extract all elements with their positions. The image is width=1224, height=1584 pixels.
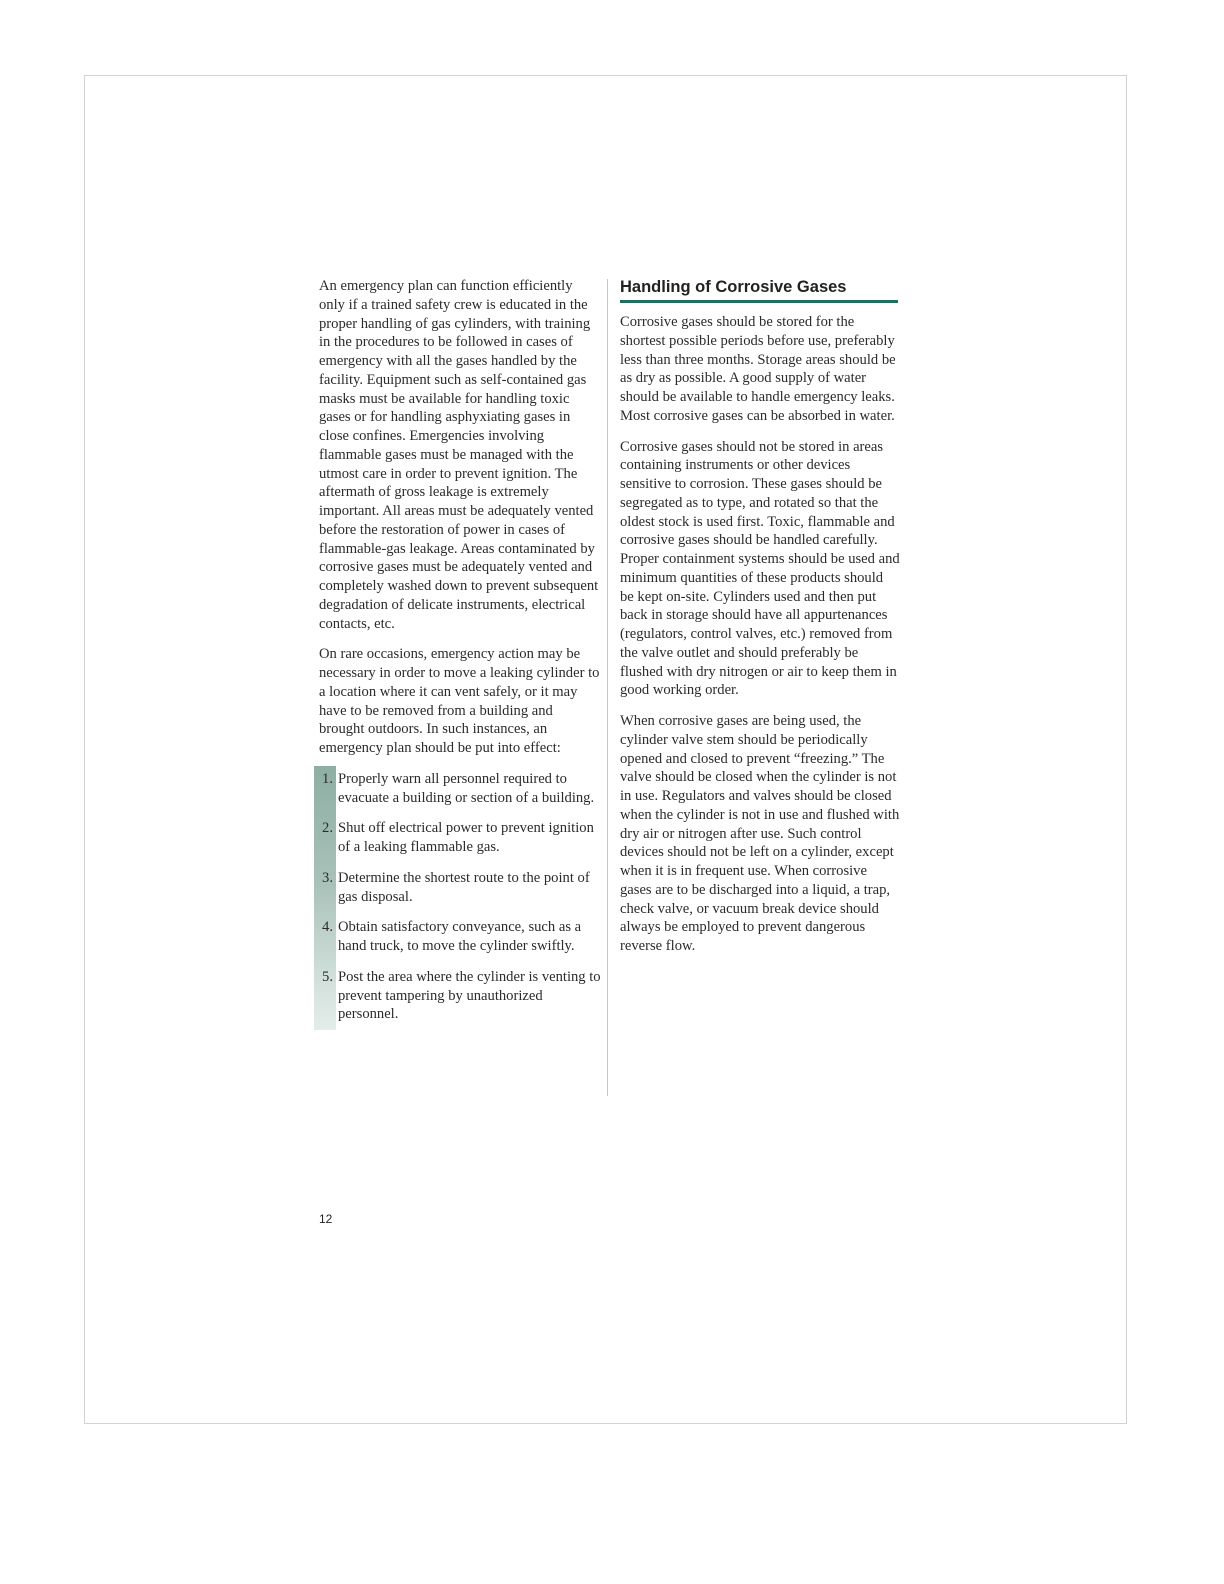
section-heading: Handling of Corrosive Gases [620,277,898,303]
step-text: Properly warn all personnel required to evacuate a building or section of a building. [338,770,595,806]
paragraph-emergency-plan: An emergency plan can function efficiently only if a trained safety crew is educated in the proper handling of gas cylinders, with training in the procedures to be followed in cases of emergency with all the gases handled by the facility. Equipment such as self-contained gas masks must be available for handling toxic gases or for handling asphyxiating gases in close confines. Emergencies involving flammable gases must be managed with the utmost care in order to prevent ignition. The aftermath of gross leakage is extremely important. All areas must be adequately vented before the restoration of power in cases of flammable-gas leakage. Areas contaminated by corrosive gases must be adequately vented and completely washed down to prevent subsequent degradation of delicate instruments, electrical contacts, etc. [319,278,599,632]
list-item [314,869,601,907]
list-item [314,968,601,1024]
right-column [620,277,900,968]
step-text: Shut off electrical power to prevent ignition of a leaking flammable gas. [338,820,594,855]
step-text: Determine the shortest route to the point of gas disposal. [338,869,590,905]
step-text: Obtain satisfactory conveyance, such as a hand truck, to move the cylinder swiftly. [338,919,582,954]
page-number: 12 [319,1212,333,1226]
left-column [319,277,601,1024]
page-frame [84,75,1127,1424]
step-number: 1. [322,770,333,787]
paragraph-usage: When corrosive gases are being used, the cylinder valve stem should be periodically opened and closed to prevent “freezing.” The valve should be closed when the cylinder is not in use. Regulators and valves should be closed when the cylinder is not in use and flushed with dry air or nitrogen after use. Such control devices should not be left on a cylinder, except when it is in frequent use. When corrosive gases are to be discharged into a liquid, a trap, check valve, or vacuum break device should always be employed to prevent dangerous reverse flow. [620,713,900,954]
list-item [314,819,601,857]
emergency-steps-list [314,770,601,1024]
step-number: 2. [322,820,333,837]
paragraph-segregation: Corrosive gases should not be stored in areas containing instruments or other devices sensitive to corrosion. These gases should be segregated as to type, and rotated so that the oldest stock is used first. Toxic, flammable and corrosive gases should be handled carefully. Proper containment systems should be used and minimum quantities of these products should be kept on-site. Cylinders used and then put back in storage should have all appurtenances (regulators, control valves, etc.) removed from the valve outlet and should preferably be flushed with dry nitrogen or air to keep them in good working order. [620,438,900,699]
list-item [314,918,601,956]
step-number: 4. [322,919,333,936]
paragraph-storage: Corrosive gases should be stored for the shortest possible periods before use, preferably less than three months. Storage areas should be as dry as possible. A good supply of water should be available to handle emergency leaks. Most corrosive gases can be absorbed in water. [620,314,896,424]
list-item [314,770,601,808]
step-text: Post the area where the cylinder is venting to prevent tampering by unauthorized personnel. [338,968,601,1023]
step-number: 3. [322,869,333,886]
paragraph-rare-occasions: On rare occasions, emergency action may be necessary in order to move a leaking cylinder to a location where it can vent safely, or it may have to be removed from a building and brought outdoors. In such instances, an emergency plan should be put into effect: [319,646,600,756]
column-divider [607,279,608,1096]
step-number: 5. [322,968,333,985]
